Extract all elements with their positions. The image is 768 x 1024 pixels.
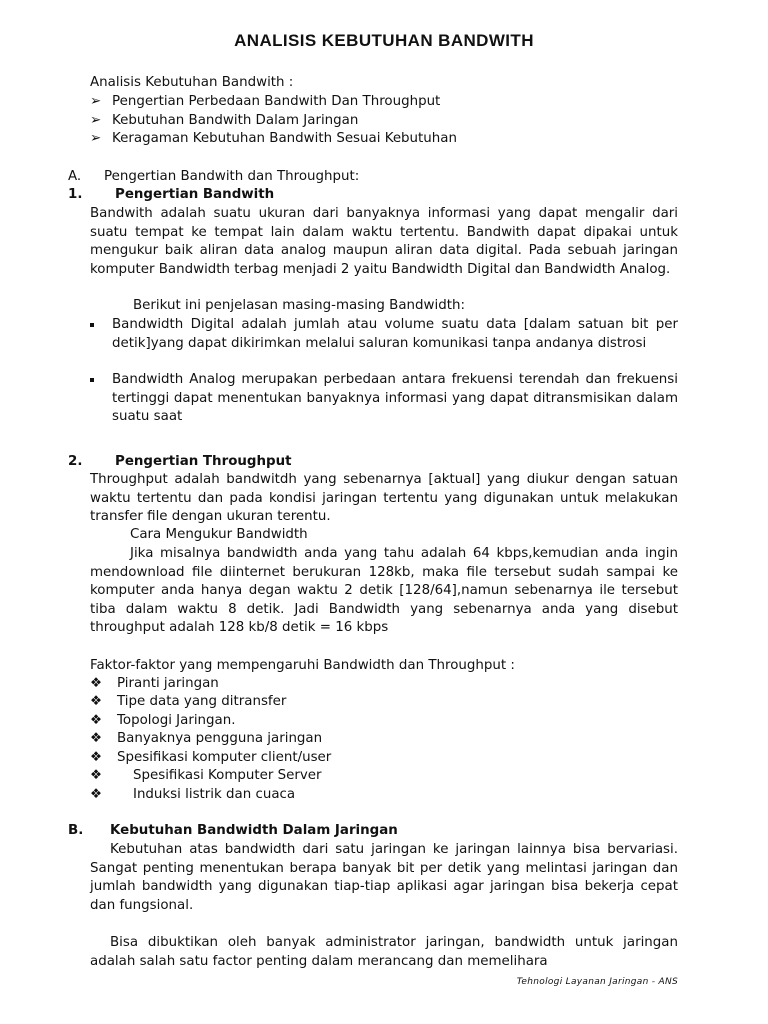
section-a-marker: A. xyxy=(68,169,82,184)
section-a-heading: Pengertian Bandwith dan Throughput: xyxy=(104,169,360,184)
section-b-marker: B. xyxy=(68,823,84,838)
factor-item: Topologi Jaringan. xyxy=(117,713,236,728)
diamond-bullet-icon: ❖ xyxy=(90,713,103,728)
diamond-bullet-icon: ❖ xyxy=(90,731,103,746)
square-bullet-icon xyxy=(90,378,94,382)
arrow-bullet-icon: ➢ xyxy=(90,131,102,146)
section-b-heading: Kebutuhan Bandwidth Dalam Jaringan xyxy=(110,823,398,838)
factor-item: Banyaknya pengguna jaringan xyxy=(117,731,323,746)
page-title: ANALISIS KEBUTUHAN BANDWITH xyxy=(234,31,534,50)
square-bullet-icon xyxy=(90,323,94,327)
bandwith-definition: Bandwith adalah suatu ukuran dari banyaknya informasi yang dapat mengalir dari suatu tempat ke tempat lain dalam waktu tertentu. Bandwith dapat dipakai untuk mengukur baik aliran data analog maupun aliran data digital. Pada sebuah jaringan komputer Bandwidth terbag menjadi 2 yaitu Bandwidth Digital dan Bandwidth Analog. xyxy=(90,206,678,277)
diamond-bullet-icon: ❖ xyxy=(90,768,103,783)
diamond-bullet-icon: ❖ xyxy=(90,694,103,709)
factor-item: Spesifikasi komputer client/user xyxy=(117,750,332,765)
section-b-paragraph-2: Bisa dibuktikan oleh banyak administrator jaringan, bandwidth untuk jaringan adalah salah satu factor penting dalam merancang dan memelihara xyxy=(90,935,678,969)
intro-heading: Analisis Kebutuhan Bandwith : xyxy=(90,75,294,90)
bandwidth-digital-item: Bandwidth Digital adalah jumlah atau volume suatu data [dalam satuan bit per detik]yang dapat dikirimkan melalui saluran komunikasi tanpa andanya distrosi xyxy=(112,317,678,351)
measure-title: Cara Mengukur Bandwidth xyxy=(130,527,308,542)
page-footer: Tehnologi Layanan Jaringan - ANS xyxy=(516,977,678,987)
factor-item: Induksi listrik dan cuaca xyxy=(133,787,296,802)
factor-item: Piranti jaringan xyxy=(117,676,219,691)
subsection-1-marker: 1. xyxy=(68,187,83,202)
intro-item: Pengertian Perbedaan Bandwith Dan Throughput xyxy=(112,94,441,109)
measure-example: Jika misalnya bandwidth anda yang tahu adalah 64 kbps,kemudian anda ingin mendownload file diinternet berukuran 128kb, maka file tersebut sudah sampai ke komputer anda hanya degan waktu 2 detik [128/64],namun sebenarnya ile tersebut tiba dalam waktu 8 detik. Jadi Bandwidth yang sebenarnya anda yang disebut throughput adalah 128 kb/8 detik = 16 kbps xyxy=(90,546,678,636)
subsection-1-heading: Pengertian Bandwith xyxy=(115,187,275,202)
throughput-definition: Throughput adalah bandwitdh yang sebenarnya [aktual] yang diukur dengan satuan waktu tertentu dan pada kondisi jaringan tertentu yang digunakan untuk melakukan transfer file dengan ukuran terentu. xyxy=(90,472,678,525)
bandwidth-analog-item: Bandwidth Analog merupakan perbedaan antara frekuensi terendah dan frekuensi tertinggi dapat menentukan banyaknya informasi yang dapat ditransmisikan dalam suatu saat xyxy=(112,372,678,425)
subsection-2-marker: 2. xyxy=(68,454,83,469)
factors-heading: Faktor-faktor yang mempengaruhi Bandwidth dan Throughput : xyxy=(90,658,515,673)
intro-item: Kebutuhan Bandwith Dalam Jaringan xyxy=(112,113,359,128)
diamond-bullet-icon: ❖ xyxy=(90,787,103,802)
subsection-2-heading: Pengertian Throughput xyxy=(115,454,292,469)
intro-item: Keragaman Kebutuhan Bandwith Sesuai Kebutuhan xyxy=(112,131,457,146)
bandwidth-explain-intro: Berikut ini penjelasan masing-masing Bandwidth: xyxy=(133,298,465,313)
diamond-bullet-icon: ❖ xyxy=(90,676,103,691)
section-b-paragraph-1: Kebutuhan atas bandwidth dari satu jaringan ke jaringan lainnya bisa bervariasi. Sangat penting menentukan berapa banyak bit per detik yang melintasi jaringan dan jumlah bandwidth yang digunakan tiap-tiap aplikasi agar jaringan bisa bekerja cepat dan fungsional. xyxy=(90,842,678,913)
arrow-bullet-icon: ➢ xyxy=(90,94,102,109)
factor-item: Spesifikasi Komputer Server xyxy=(133,768,322,783)
arrow-bullet-icon: ➢ xyxy=(90,113,102,128)
diamond-bullet-icon: ❖ xyxy=(90,750,103,765)
factor-item: Tipe data yang ditransfer xyxy=(117,694,287,709)
